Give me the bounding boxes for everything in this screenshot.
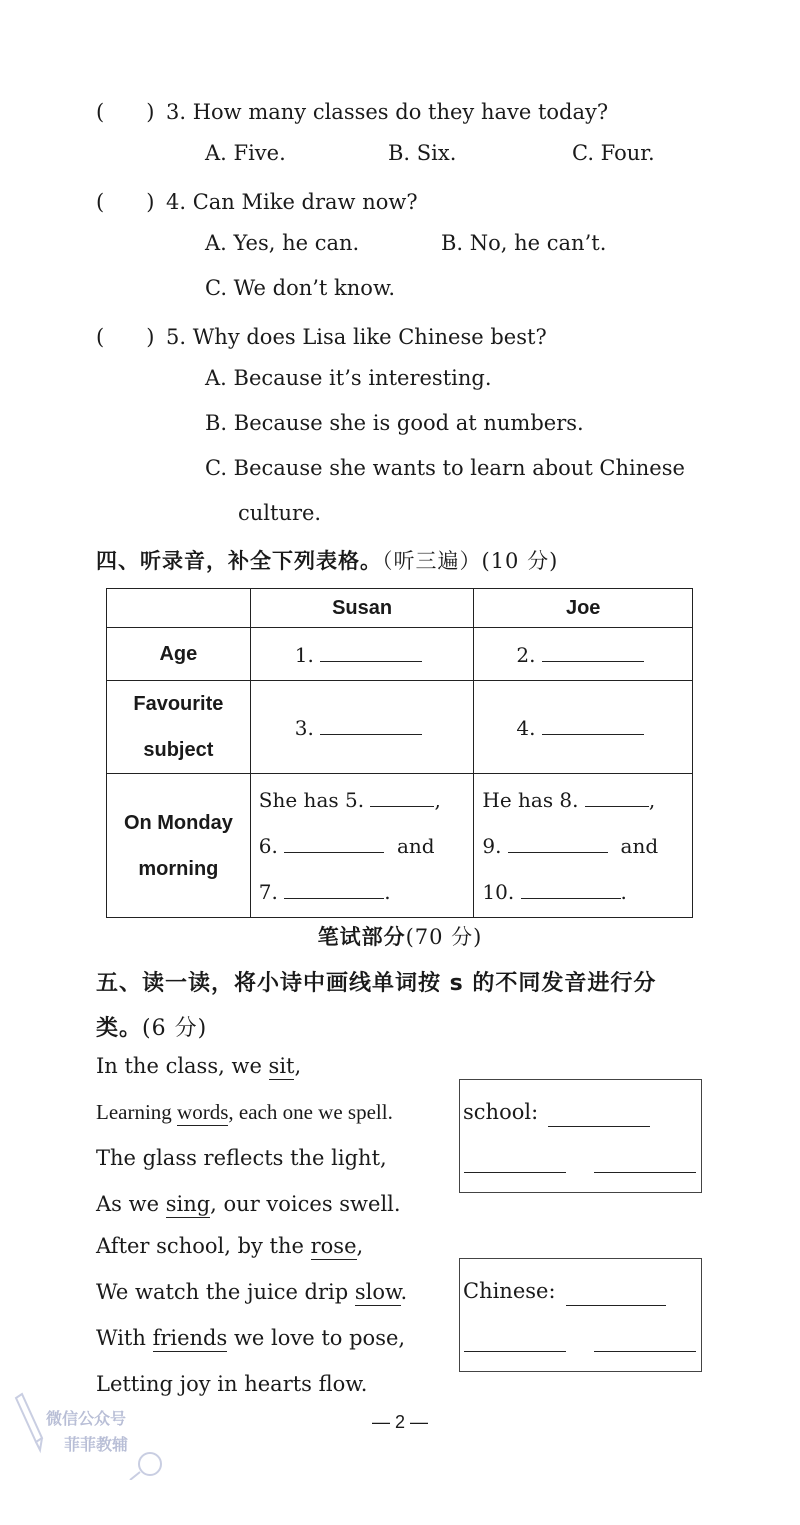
box-label-chinese: Chinese: <box>463 1279 556 1303</box>
poem-line-5: After school, by the rose, <box>96 1234 364 1258</box>
blank-school-1[interactable] <box>548 1126 650 1127</box>
cell-joe-age: 2. <box>474 628 693 681</box>
blank-chinese-1[interactable] <box>566 1305 666 1306</box>
blank-4[interactable] <box>542 714 644 735</box>
poem-line-7: With friends we love to pose, <box>96 1326 406 1350</box>
question-stem: 4. Can Mike draw now? <box>166 190 418 214</box>
underlined-word: slow <box>354 1280 401 1304</box>
question-5 <box>96 321 547 351</box>
option-a: A. Yes, he can. <box>205 231 360 255</box>
header-joe: Joe <box>474 589 693 628</box>
answer-box-school <box>459 1079 702 1193</box>
page-number: — 2 — <box>371 1412 428 1432</box>
written-part-score: (70 分) <box>405 925 483 949</box>
question-3 <box>96 96 608 126</box>
header-susan: Susan <box>250 589 474 628</box>
option-a: A. Because it’s interesting. <box>205 366 492 390</box>
poem-line-3: The glass reflects the light, <box>96 1146 387 1170</box>
cell-joe-monday: He has 8. , 9. and 10. . <box>474 774 693 918</box>
blank-2[interactable] <box>542 641 644 662</box>
blank-6[interactable] <box>284 832 384 853</box>
blank-chinese-2[interactable] <box>464 1351 566 1352</box>
box-label-school: school: <box>463 1100 539 1124</box>
underlined-word: sing <box>165 1192 211 1216</box>
answer-bracket[interactable]: ( ) <box>96 100 155 124</box>
watermark-line-2: 菲菲教辅 <box>64 1435 129 1454</box>
written-part-title: 笔试部分(70 分) <box>317 925 483 949</box>
answer-bracket[interactable]: ( ) <box>96 190 155 214</box>
option-b: B. Because she is good at numbers. <box>205 411 584 435</box>
underlined-word: sit <box>268 1054 295 1078</box>
blank-school-3[interactable] <box>594 1172 696 1173</box>
row-label-favourite-subject: Favourite subject <box>107 681 251 774</box>
blank-chinese-3[interactable] <box>594 1351 696 1352</box>
blank-9[interactable] <box>508 832 608 853</box>
section-4-note: （听三遍）(10 分) <box>382 549 559 573</box>
section-5-title-line2: 类。(6 分) <box>96 1016 208 1041</box>
poem-line-6: We watch the juice drip slow. <box>96 1280 408 1304</box>
blank-1[interactable] <box>320 641 422 662</box>
answer-bracket[interactable]: ( ) <box>96 325 155 349</box>
question-stem: 3. How many classes do they have today? <box>166 100 609 124</box>
question-stem: 5. Why does Lisa like Chinese best? <box>166 325 547 349</box>
answer-box-chinese <box>459 1258 702 1372</box>
option-b: B. No, he can’t. <box>441 231 607 255</box>
option-c-continued: culture. <box>238 501 322 525</box>
cell-susan-subject: 3. <box>250 681 474 774</box>
cell-joe-subject: 4. <box>474 681 693 774</box>
blank-10[interactable] <box>521 878 621 899</box>
option-a: A. Five. <box>205 141 286 165</box>
underlined-word: friends <box>152 1326 228 1350</box>
option-b: B. Six. <box>388 141 457 165</box>
section-5-score: (6 分) <box>142 1016 208 1041</box>
table-corner <box>107 589 251 628</box>
blank-5[interactable] <box>370 786 434 807</box>
cell-susan-age: 1. <box>250 628 474 681</box>
underlined-word: words <box>177 1100 229 1124</box>
poem-line-1: In the class, we sit, <box>96 1054 302 1078</box>
blank-8[interactable] <box>585 786 649 807</box>
cell-susan-monday: She has 5. , 6. and 7. . <box>250 774 474 918</box>
underlined-word: rose <box>310 1234 357 1258</box>
blank-school-2[interactable] <box>464 1172 566 1173</box>
option-c: C. Because she wants to learn about Chinese <box>205 456 685 480</box>
watermark <box>12 1390 162 1480</box>
blank-7[interactable] <box>284 878 384 899</box>
poem-line-8: Letting joy in hearts flow. <box>96 1372 368 1396</box>
row-label-age: Age <box>107 628 251 681</box>
option-c: C. We don’t know. <box>205 276 396 300</box>
section-5-title-line1: 五、读一读，将小诗中画线单词按 s 的不同发音进行分 <box>96 971 657 996</box>
row-label-monday-morning: On Monday morning <box>107 774 251 918</box>
watermark-line-1: 微信公众号 <box>46 1409 127 1428</box>
poem-line-2: Learning words, each one we spell. <box>96 1100 393 1124</box>
option-c: C. Four. <box>572 141 655 165</box>
listening-table <box>106 588 693 918</box>
poem-line-4: As we sing, our voices swell. <box>96 1192 401 1216</box>
section-4-title: 四、听录音，补全下列表格。（听三遍）(10 分) <box>96 549 559 573</box>
blank-3[interactable] <box>320 714 422 735</box>
question-4 <box>96 186 418 216</box>
